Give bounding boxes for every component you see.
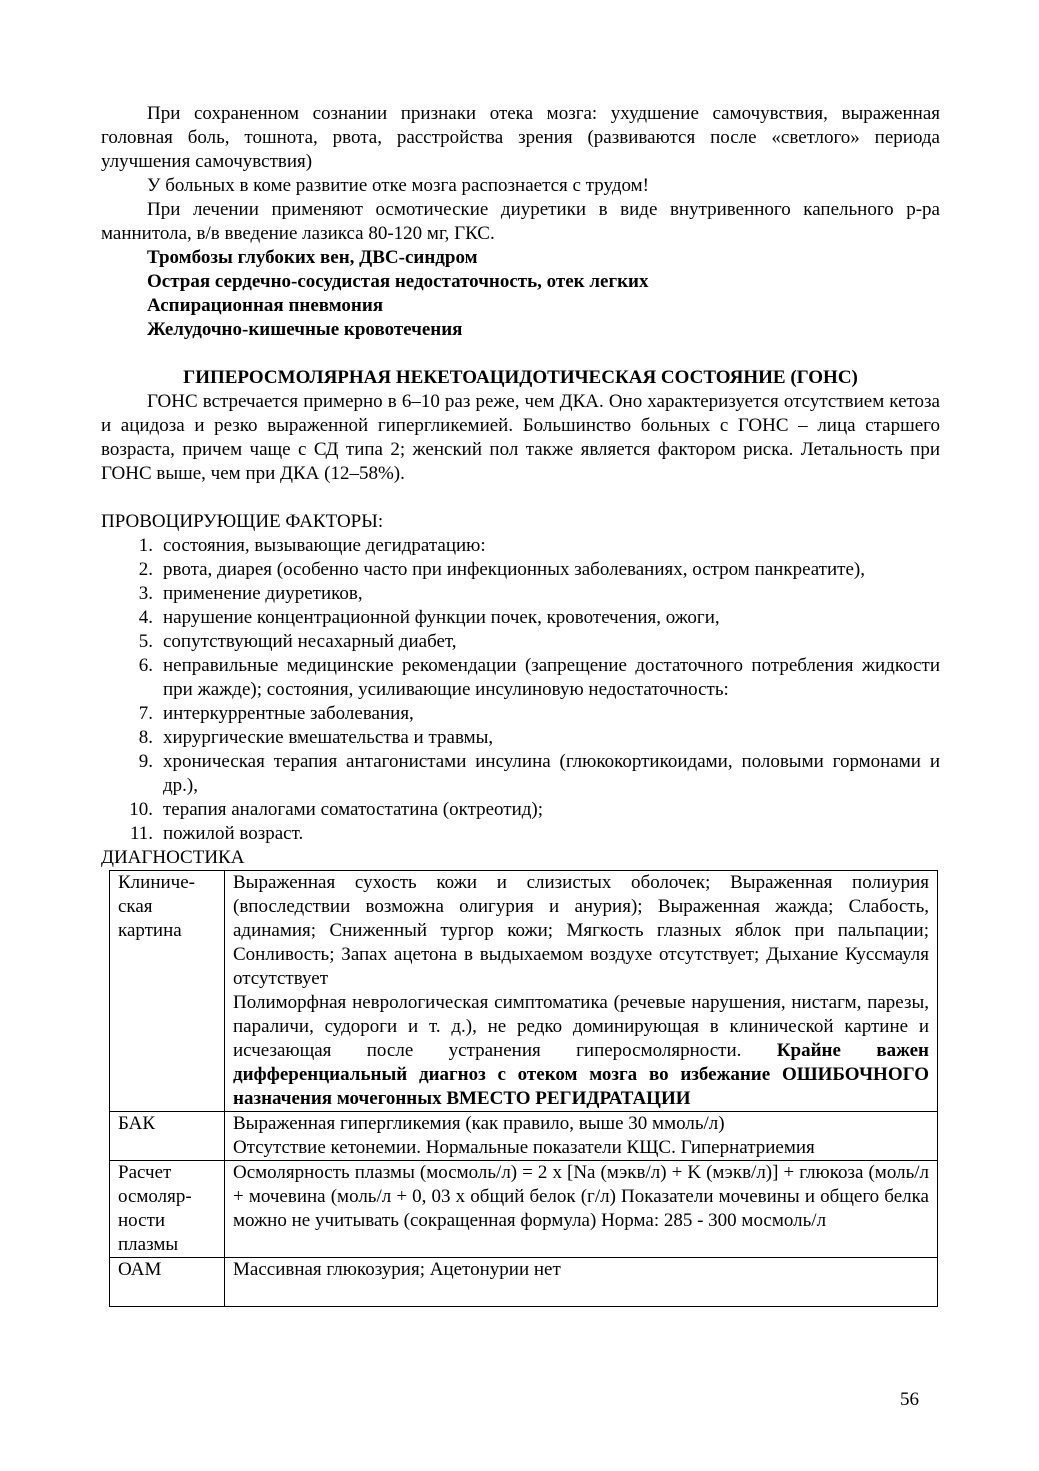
list-item — [101, 582, 940, 606]
list-item-number: 8 . — [101, 726, 153, 750]
list-item — [101, 726, 940, 750]
table-row-header: Расчет осмоляр-ности плазмы — [110, 1161, 225, 1258]
table-row — [110, 871, 938, 1112]
cell-text: Массивная глюкозурия; Ацетонурии нет — [233, 1259, 561, 1280]
table-row-header: ОАМ — [110, 1258, 225, 1307]
list-item-text: состояния, вызывающие дегидратацию: — [163, 535, 486, 556]
cell-text — [233, 991, 929, 1111]
complication-item: Желудочно-кишечные кровотечения — [147, 319, 463, 340]
list-item-text: неправильные медицинские рекомендации (запрещение достаточного потребления жидкости при жажде); состояния, усиливающие инсулиновую недостаточность: — [163, 655, 940, 700]
factors-list — [101, 534, 940, 846]
complication-item: Аспирационная пневмония — [147, 295, 384, 316]
list-item-text: терапия аналогами соматостатина (октреотид); — [163, 799, 544, 820]
paragraph-treatment: При лечении применяют осмотические диуретики в виде внутривенного капельного р-ра маннитола, в/в введение лазикса 80-120 мг, ГКС. — [101, 199, 940, 244]
list-item-number: 7 . — [101, 702, 153, 726]
cell-text: Выраженная сухость кожи и слизистых оболочек; Выраженная полиурия (впоследствии возможна олигурия и анурия); Выраженная жажда; Слабость, адинамия; Сниженный тургор кожи; Мягкость глазных яблок при пальпации; Сонливость; Запах ацетона в выдыхаемом воздухе отсутствует; Дыхание Куссмауля отсутствует — [233, 872, 929, 989]
list-item — [101, 534, 940, 558]
paragraph-gons-description: ГОНС встречается примерно в 6–10 раз реже, чем ДКА. Оно характеризуется отсутствием кетоза и ацидоза и резко выраженной гипергликемией. Большинство больных с ГОНС – лица старшего возраста, причем чаще с СД типа 2; женский пол также является фактором риска. Летальность при ГОНС выше, чем при ДКА (12–58%). — [101, 391, 940, 484]
cell-text: Выраженная гипергликемия (как правило, выше 30 ммоль/л) — [233, 1113, 725, 1134]
list-item — [101, 798, 940, 822]
list-item-number: 5 . — [101, 630, 153, 654]
list-item-text: интеркуррентные заболевания, — [163, 703, 414, 724]
table-row-header: Клиниче-ская картина — [110, 871, 225, 1112]
list-item — [101, 822, 940, 846]
list-item-number: 2 . — [101, 558, 153, 582]
document-page — [101, 102, 940, 1307]
list-item-text: рвота, диарея (особенно часто при инфекционных заболеваниях, остром панкреатите), — [163, 559, 865, 580]
cell-bold-warning: Крайне важен дифференциальный диагноз с отеком мозга во избежание ОШИБОЧНОГО назначения мочегонных ВМЕСТО РЕГИДРАТАЦИИ — [233, 1040, 929, 1109]
list-item-number: 11 . — [101, 822, 153, 846]
list-item — [101, 606, 940, 630]
table-row — [110, 1112, 938, 1161]
paragraph-coma-note: У больных в коме развитие отке мозга распознается с трудом! — [147, 175, 649, 196]
list-item — [101, 630, 940, 654]
list-item-text: нарушение концентрационной функции почек, кровотечения, ожоги, — [163, 607, 720, 628]
list-item-number: 6 . — [101, 654, 153, 678]
section-heading-gons: ГИПЕРОСМОЛЯРНАЯ НЕКЕТОАЦИДОТИЧЕСКАЯ СОСТОЯНИЕ (ГОНС) — [183, 367, 858, 388]
table-cell — [225, 1258, 938, 1307]
list-item-number: 1 . — [101, 534, 153, 558]
complication-item: Тромбозы глубоких вен, ДВС-синдром — [147, 247, 478, 268]
list-item-text: пожилой возраст. — [163, 823, 304, 844]
cell-text: Осмолярность плазмы (мосмоль/л) = 2 x [Na (мэкв/л) + K (мэкв/л)] + глюкоза (моль/л + мочевина (моль/л + 0, 03 x общий белок (г/л) Показатели мочевины и общего белка можно не учитывать (сокращенная формула) Норма: 285 - 300 мосмоль/л — [233, 1162, 929, 1231]
list-item-number: 10 . — [101, 798, 153, 822]
table-cell — [225, 871, 938, 1112]
list-item — [101, 654, 940, 702]
table-cell — [225, 1112, 938, 1161]
cell-text-part: Полиморфная неврологическая симптоматика (речевые нарушения, нистагм, парезы, параличи, судороги и т. д.), не редко доминирующая в клинической картине и исчезающая после устранения гиперосмолярности. — [233, 992, 929, 1061]
complication-item: Острая сердечно-сосудистая недостаточность, отек легких — [147, 271, 649, 292]
paragraph-brain-edema-signs: При сохраненном сознании признаки отека мозга: ухудшение самочувствия, выраженная головная боль, тошнота, рвота, расстройства зрения (развиваются после «светлого» периода улучшения самочувствия) — [101, 103, 940, 172]
list-item-number: 4 . — [101, 606, 153, 630]
factors-label: ПРОВОЦИРУЮЩИЕ ФАКТОРЫ: — [101, 511, 384, 532]
list-item-text: хроническая терапия антагонистами инсулина (глюкокортикоидами, половыми гормонами и др.), — [163, 751, 940, 796]
diagnostics-table — [109, 870, 938, 1307]
list-item-text: сопутствующий несахарный диабет, — [163, 631, 457, 652]
table-row — [110, 1258, 938, 1307]
list-item — [101, 750, 940, 798]
list-item — [101, 702, 940, 726]
list-item — [101, 558, 940, 582]
cell-text: Отсутствие кетонемии. Нормальные показатели КЩС. Гипернатриемия — [233, 1137, 815, 1158]
table-row — [110, 1161, 938, 1258]
list-item-number: 9 . — [101, 750, 153, 774]
diagnostics-label: ДИАГНОСТИКА — [101, 847, 245, 868]
table-cell — [225, 1161, 938, 1258]
table-row-header: БАК — [110, 1112, 225, 1161]
list-item-text: хирургические вмешательства и травмы, — [163, 727, 494, 748]
list-item-text: применение диуретиков, — [163, 583, 363, 604]
list-item-number: 3 . — [101, 582, 153, 606]
page-number: 56 — [900, 1389, 919, 1410]
